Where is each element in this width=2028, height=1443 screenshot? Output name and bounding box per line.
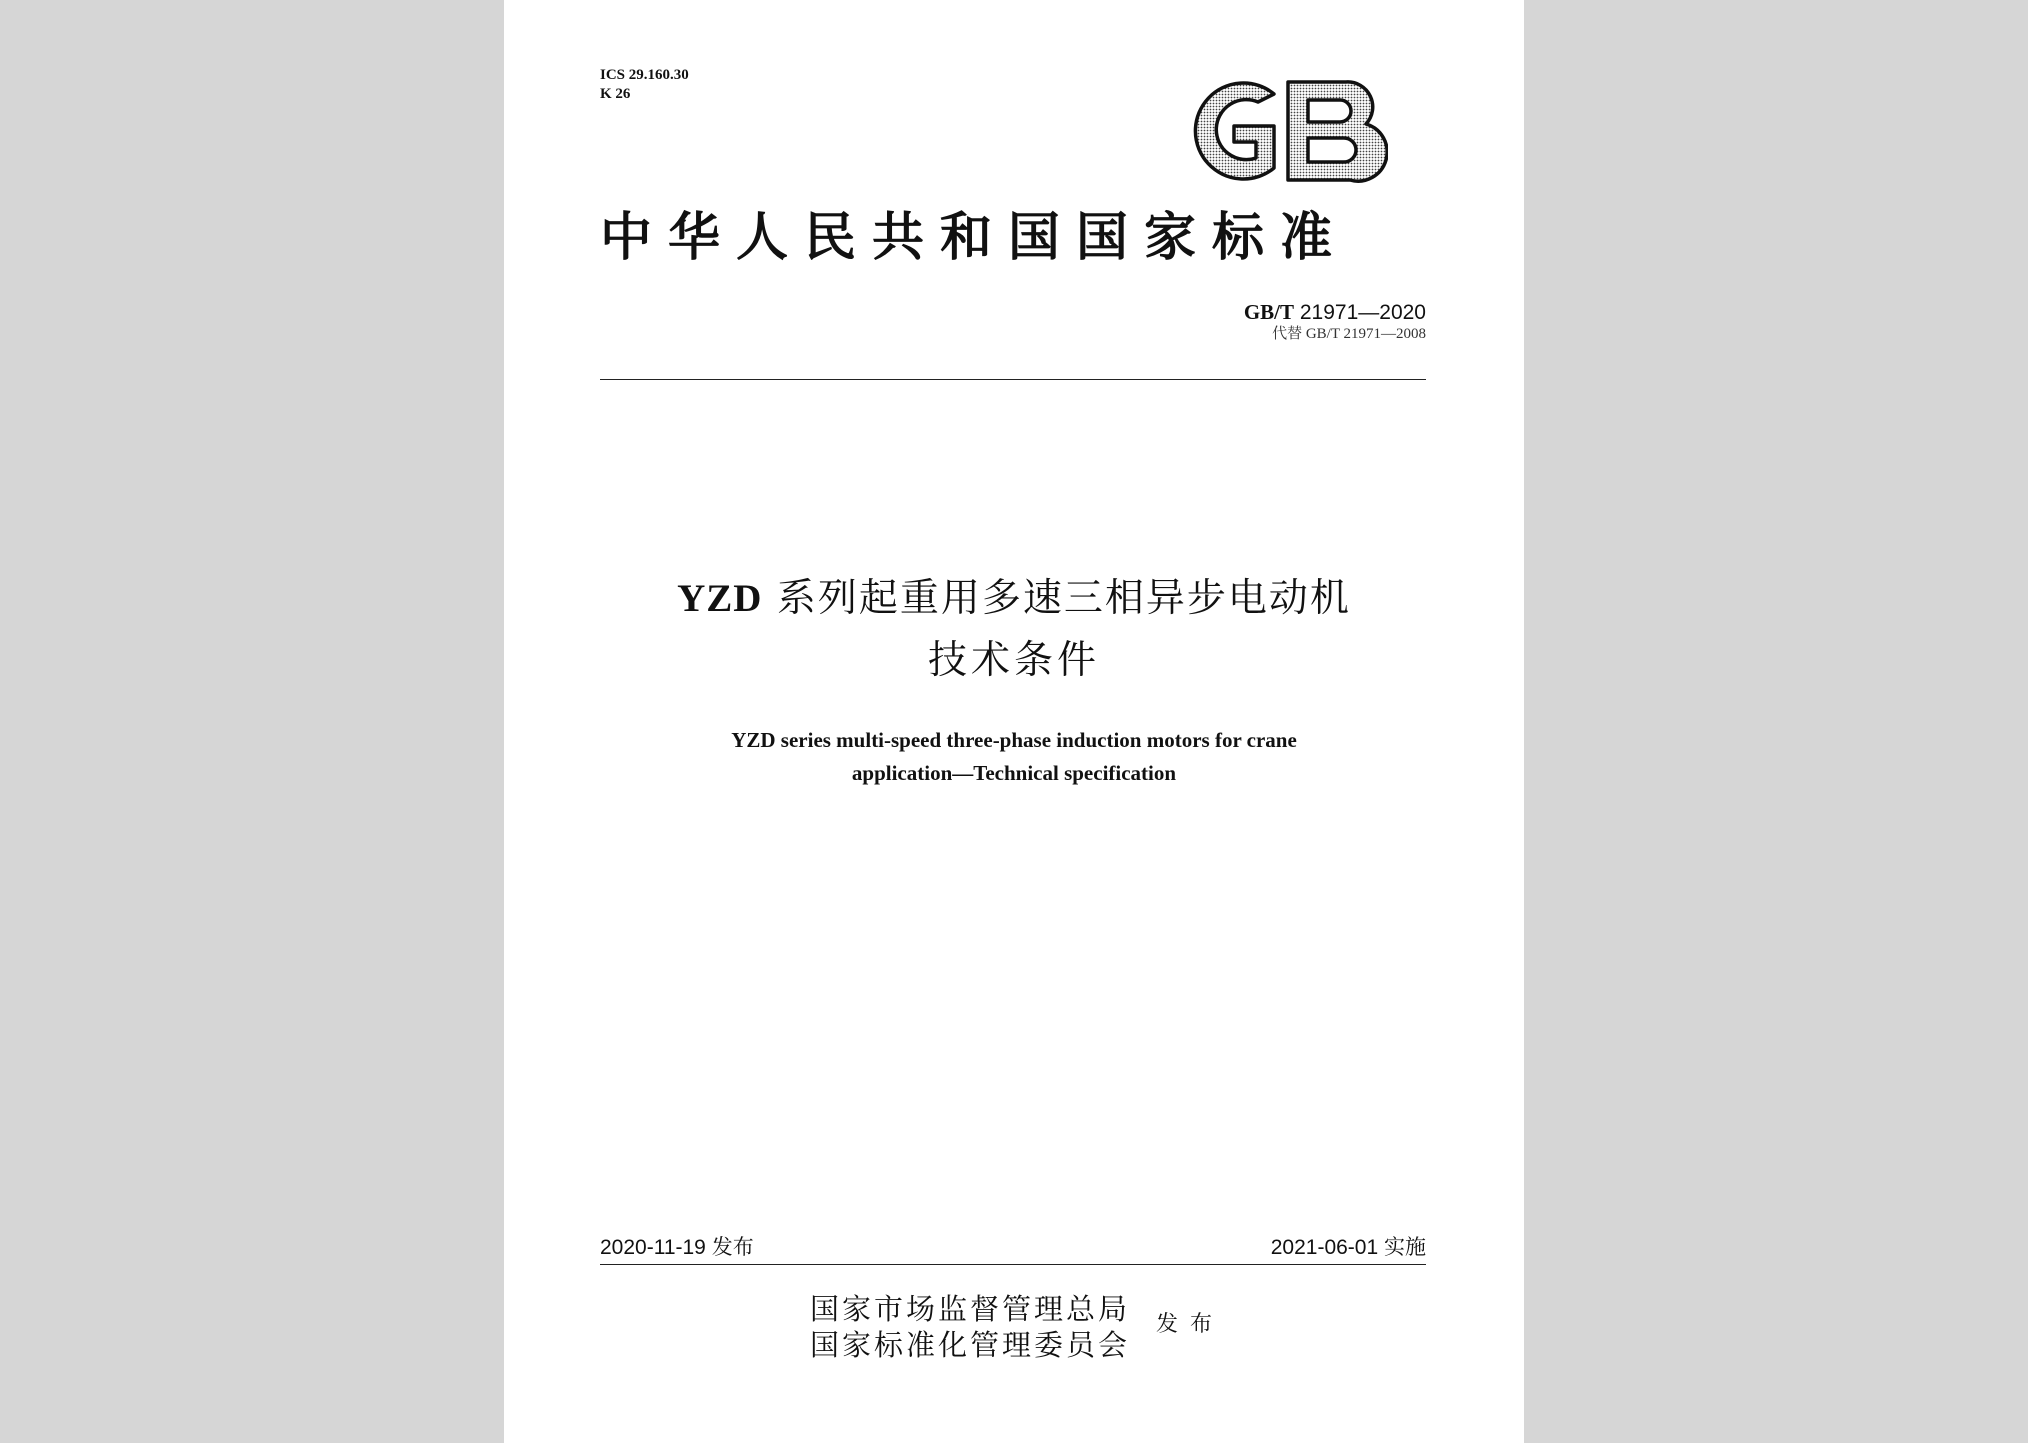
english-title-line-2: application—Technical specification: [851, 761, 1177, 785]
national-standard-heading: 中华人民共和国国家标准: [600, 207, 1349, 268]
issuing-authorities: [810, 1291, 1130, 1363]
ccs-code: K 26: [600, 86, 631, 102]
implementation-date: 2021-06-01 实施: [1270, 1236, 1426, 1259]
footer-divider: [600, 1264, 1426, 1265]
chinese-title-text: 系列起重用多速三相异步电动机: [776, 576, 1351, 621]
issuer-samr: 国家市场监督管理总局: [810, 1292, 1131, 1326]
english-title-line-1: YZD series multi-speed three-phase induction motors for crane: [731, 728, 1297, 752]
standard-code-prefix: GB/T: [1243, 300, 1295, 324]
ics-code: ICS 29.160.30: [600, 67, 689, 83]
gb-logo-icon: [1170, 72, 1388, 190]
standard-code-number: 21971—2020: [1299, 301, 1426, 324]
issuer-sac: 国家标准化管理委员会: [810, 1328, 1131, 1362]
replaces-standard: 代替 GB/T 21971—2008: [1272, 326, 1426, 342]
chinese-title-line-1: [504, 574, 1524, 624]
header-divider: [600, 379, 1426, 380]
chinese-title-line-2: 技术条件: [927, 638, 1100, 683]
issue-date: 2020-11-19 发布: [600, 1236, 754, 1259]
gb-logo: [1170, 72, 1388, 190]
document-page: [504, 0, 1524, 1443]
issue-verb: 发布: [1156, 1312, 1225, 1337]
classification-codes: [600, 66, 689, 104]
chinese-title-model: YZD: [677, 577, 763, 620]
standard-number: [1244, 300, 1426, 325]
